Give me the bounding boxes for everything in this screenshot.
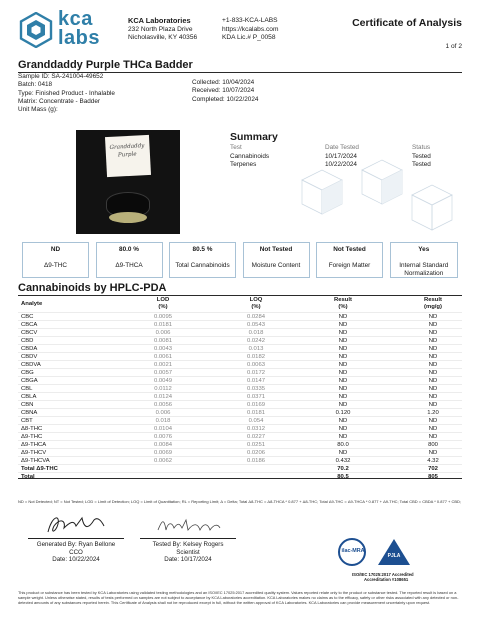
cell-loq: 0.0172	[246, 369, 266, 376]
cell-analyte: Δ8-THC	[21, 425, 43, 432]
cell-result-mg: ND	[428, 377, 438, 384]
cell-lod: 0.0095	[153, 313, 173, 320]
phone: +1-833-KCA-LABS	[222, 17, 278, 24]
table-row	[18, 384, 462, 392]
header-lod	[148, 297, 178, 310]
header-result-pct-label: Result	[333, 297, 352, 303]
received-date: Received: 10/07/2024	[192, 87, 255, 95]
result-box-label: Foreign Matter	[328, 262, 371, 269]
cell-analyte: CBCA	[21, 321, 38, 328]
signer-name: Generated By: Ryan Bellone	[36, 541, 116, 548]
legal-disclaimer: This product or substance has been tested by KCA Laboratories using validated testing methodologies and an ISO/IEC 17025:2017 accredited quality system. Values reported relate only to the product or substance tested. The reported result is based on a sample weight. Unless otherwise stated, results of tests performed on samples are not subject to acceptance by KCA Laboratories accreditation. KCA Laboratories makes no claims as to the efficacy, safety or other risks associated with any detected or non-detected amounts of any substances reported herein. This Certificate of Analysis shall not be reproduced except in full, without the written approval of KCA Laboratories. KCA Laboratories can provide measurement uncertainty upon request.	[18, 590, 459, 605]
cell-analyte: CBLA	[21, 393, 37, 400]
cell-loq: 0.0312	[246, 425, 266, 432]
cell-analyte: CBC	[21, 313, 34, 320]
table-row	[18, 320, 462, 328]
cell-lod: 0.0069	[153, 449, 173, 456]
cell-analyte: CBL	[21, 385, 33, 392]
contact-info	[222, 17, 278, 43]
cell-lod: 0.006	[155, 329, 171, 336]
cell-result-mg: ND	[428, 393, 438, 400]
header-lod-unit: (%)	[158, 303, 168, 310]
table-row	[18, 440, 462, 448]
cell-analyte: CBD	[21, 337, 34, 344]
summary-date: 10/22/2024	[325, 161, 357, 168]
bag-text-line2: Purple	[117, 151, 137, 159]
cell-loq: 0.0284	[246, 313, 266, 320]
table-row	[18, 400, 462, 408]
cell-analyte: Total Δ9-THC	[21, 465, 58, 472]
pjla-label: PJLA	[387, 553, 401, 559]
cell-analyte: CBG	[21, 369, 34, 376]
summary-row	[230, 153, 462, 162]
signature-ryan-icon	[42, 512, 112, 538]
cell-result-mg: 702	[428, 465, 438, 472]
cell-analyte: CBDV	[21, 353, 38, 360]
summary-test: Cannabinoids	[230, 152, 270, 160]
cell-result-pct: ND	[338, 361, 348, 368]
product-title: Granddaddy Purple THCa Badder	[18, 59, 193, 71]
cell-lod: 0.0056	[153, 401, 173, 408]
table-row	[18, 312, 462, 320]
bag-handwriting	[109, 142, 145, 160]
cell-lod: 0.018	[155, 417, 171, 424]
header-analyte: Analyte	[21, 301, 43, 307]
cell-result-mg: ND	[428, 361, 438, 368]
summary-row	[230, 161, 462, 170]
table-header	[18, 296, 462, 312]
cell-analyte: CBT	[21, 417, 33, 424]
cell-analyte: CBDVA	[21, 361, 41, 368]
cell-result-pct: ND	[338, 449, 348, 456]
signer-name: Tested By: Kelsey Rogers	[152, 541, 224, 548]
completed-date: Completed: 10/22/2024	[192, 95, 259, 103]
batch: Batch: 0418	[18, 81, 53, 89]
cell-lod: 0.0061	[153, 353, 173, 360]
cell-loq: 0.0227	[246, 433, 266, 440]
header-result-pct-unit: (%)	[338, 303, 348, 310]
cell-result-pct: ND	[338, 321, 348, 328]
signer-title: CCO	[69, 548, 83, 556]
cell-loq: 0.0543	[246, 321, 266, 328]
cell-result-pct: ND	[338, 433, 348, 440]
product-photo	[76, 130, 180, 234]
summary-header-date: Date Tested	[325, 144, 359, 151]
cell-result-pct: ND	[338, 401, 348, 408]
ilac-mra-logo	[336, 538, 370, 568]
cell-loq: 0.0063	[246, 361, 266, 368]
cell-lod: 0.0076	[153, 433, 173, 440]
signature-kelsey-icon	[154, 512, 224, 538]
cell-analyte: Total	[21, 473, 35, 480]
cell-analyte: Δ9-THCVA	[21, 457, 50, 464]
cell-lod: 0.0181	[153, 321, 173, 328]
signature-line	[28, 538, 124, 539]
summary-header-test: Test	[230, 144, 242, 151]
header-loq-label: LOQ	[249, 297, 263, 303]
matrix: Matrix: Concentrate - Badder	[18, 97, 101, 105]
hplc-section-title: Cannabinoids by HPLC-PDA	[18, 282, 167, 294]
table-row	[18, 352, 462, 360]
cell-result-pct: ND	[338, 393, 348, 400]
cell-result-pct: ND	[338, 353, 348, 360]
cell-result-mg: ND	[428, 369, 438, 376]
cell-analyte: CBCV	[21, 329, 38, 336]
cell-result-mg: ND	[428, 425, 438, 432]
table-row	[18, 424, 462, 432]
sample-id: Sample ID: SA-241004-49652	[18, 73, 104, 80]
document-title: Certificate of Analysis	[352, 17, 462, 29]
cell-result-pct: 80.5	[337, 473, 349, 480]
logo-text-bottom: labs	[58, 27, 101, 49]
header-result-mg-unit: (mg/g)	[424, 303, 442, 310]
pjla-logo	[378, 539, 410, 567]
cell-lod: 0.0062	[153, 457, 173, 464]
result-box-moisture	[243, 242, 310, 278]
cell-loq: 0.0169	[246, 401, 266, 408]
cell-result-mg: ND	[428, 313, 438, 320]
cell-result-pct: ND	[338, 337, 348, 344]
result-box-total-cannabinoids	[169, 242, 236, 278]
cell-analyte: Δ9-THCV	[21, 449, 47, 456]
ilac-label: ilac-MRA	[341, 548, 365, 554]
table-row	[18, 432, 462, 440]
cell-result-mg: ND	[428, 321, 438, 328]
cell-result-pct: ND	[338, 329, 348, 336]
table-row	[18, 328, 462, 336]
result-box-label: Moisture Content	[251, 262, 301, 269]
header-lod-label: LOD	[156, 297, 170, 303]
cell-lod: 0.0104	[153, 425, 173, 432]
summary-table	[230, 144, 462, 170]
cell-result-mg: ND	[428, 401, 438, 408]
cell-lod: 0.0124	[153, 393, 173, 400]
logo-text-top: kca	[58, 8, 93, 30]
header-loq-unit: (%)	[251, 303, 261, 310]
table-row	[18, 376, 462, 384]
table-row	[18, 360, 462, 368]
license-number: KDA Lic.# P_0058	[222, 34, 276, 41]
cell-lod: 0.0057	[153, 369, 173, 376]
cell-result-mg: ND	[428, 417, 438, 424]
iso-line1: ISO/IEC 17025:2017 Accredited	[352, 572, 414, 577]
cell-result-mg: ND	[428, 337, 438, 344]
bag-text-line1: Granddaddy	[109, 143, 145, 151]
unit-mass: Unit Mass (g):	[18, 106, 58, 114]
bag-label	[105, 135, 151, 177]
cell-lod: 0.0084	[153, 441, 173, 448]
cell-result-mg: ND	[428, 345, 438, 352]
table-row	[18, 416, 462, 424]
cell-result-pct: ND	[338, 377, 348, 384]
sample-meta	[18, 73, 115, 114]
table-body	[18, 312, 462, 480]
cell-analyte: CBDA	[21, 345, 38, 352]
cell-result-pct: ND	[338, 417, 348, 424]
signature-date: Date: 10/17/2024	[164, 556, 212, 563]
table-footnote: ND = Not Detected; NT = Not Tested; LOD = Limit of Detection; LOQ = Limit of Quantitation; RL = Reporting Limit; Δ = Delta; Total Δ8-THC = Δ8-THCA * 0.877 + Δ8-THC; Total Δ9-THC = Δ9-THCA * 0.877 + Δ9-THC; Total CBD = CBDA * 0.877 + CBD;	[18, 499, 462, 504]
signature-line	[140, 538, 236, 539]
address-line1: 232 North Plaza Drive	[128, 25, 193, 33]
cell-analyte: CBN	[21, 401, 34, 408]
result-box-value: ND	[50, 246, 61, 253]
result-box-d9-thca	[96, 242, 163, 278]
result-box-foreign-matter	[316, 242, 383, 278]
result-box-value: Not Tested	[333, 246, 366, 253]
cell-result-mg: ND	[428, 385, 438, 392]
result-box-value: Yes	[418, 246, 430, 253]
iso-accreditation	[352, 572, 414, 582]
signature-block-tested	[140, 538, 236, 564]
header-result-mg-label: Result	[423, 297, 442, 303]
table-row	[18, 456, 462, 464]
header-result-pct	[328, 297, 358, 310]
cell-result-mg: 4.32	[427, 457, 439, 464]
table-end-divider	[18, 478, 462, 479]
cannabinoid-table	[18, 296, 462, 480]
cell-result-mg: ND	[428, 449, 438, 456]
kca-logo	[18, 10, 118, 50]
result-box-value: 80.0 %	[119, 246, 139, 253]
cell-lod: 0.006	[155, 409, 171, 416]
cell-loq: 0.0251	[246, 441, 266, 448]
result-box-value: 80.5 %	[192, 246, 213, 253]
cell-loq: 0.0186	[246, 457, 266, 464]
cell-result-mg: ND	[428, 329, 438, 336]
cell-lod: 0.0043	[153, 345, 173, 352]
cell-result-pct: 70.2	[337, 465, 349, 472]
cell-result-pct: ND	[338, 313, 348, 320]
summary-title: Summary	[230, 131, 278, 143]
website-link[interactable]: https://kcalabs.com	[222, 25, 279, 33]
cell-loq: 0.0371	[246, 393, 266, 400]
cell-result-pct: ND	[338, 345, 348, 352]
cell-result-pct: ND	[338, 385, 348, 392]
logo-wordmark	[58, 10, 100, 48]
company-name: KCA Laboratories	[128, 16, 191, 25]
result-box-label: Total Cannabinoids	[175, 262, 230, 269]
table-row	[18, 392, 462, 400]
pjla-triangle-icon	[378, 539, 410, 565]
result-boxes	[22, 242, 458, 278]
signer-title: Scientist	[176, 548, 200, 556]
company-info	[128, 17, 197, 43]
signature-block-generated	[28, 538, 124, 564]
cell-loq: 0.0181	[246, 409, 266, 416]
cell-analyte: CBGA	[21, 377, 38, 384]
cell-loq: 0.0242	[246, 337, 266, 344]
table-row	[18, 368, 462, 376]
cell-lod: 0.0081	[153, 337, 173, 344]
cell-result-mg: 1.20	[427, 409, 439, 416]
collected-date: Collected: 10/04/2024	[192, 79, 255, 86]
iso-line2: Accreditation #108651	[364, 577, 409, 582]
page-number: 1 of 2	[445, 43, 462, 50]
jar-contents	[109, 212, 147, 223]
cell-loq: 0.0335	[246, 385, 266, 392]
summary-header-status: Status	[412, 144, 431, 151]
result-box-d9-thc	[22, 242, 89, 278]
sample-type: Type: Finished Product - Inhalable	[18, 89, 115, 97]
date-meta	[192, 79, 258, 104]
cell-result-pct: ND	[338, 425, 348, 432]
header	[0, 0, 480, 58]
cell-loq: 0.0182	[246, 353, 266, 360]
cell-result-pct: 80.0	[337, 441, 349, 448]
cell-lod: 0.0021	[153, 361, 173, 368]
cell-result-pct: 0.120	[335, 409, 351, 416]
address-line2: Nicholasville, KY 40356	[128, 34, 198, 41]
summary-header-row	[230, 144, 462, 153]
result-box-label: Δ9-THCA	[115, 262, 143, 269]
table-row	[18, 448, 462, 456]
result-box-label: Δ9-THC	[43, 262, 68, 269]
table-row	[18, 336, 462, 344]
cell-result-mg: 805	[428, 473, 438, 480]
cell-loq: 0.0147	[246, 377, 266, 384]
signature-date: Date: 10/22/2024	[52, 556, 100, 563]
cell-analyte: CBNA	[21, 409, 38, 416]
summary-test: Terpenes	[230, 161, 257, 168]
header-loq	[241, 297, 271, 310]
cell-lod: 0.0112	[154, 385, 172, 392]
table-total-row	[18, 464, 462, 472]
hexagon-logo-icon	[18, 12, 54, 48]
cell-result-pct: 0.432	[335, 457, 351, 464]
result-box-value: Not Tested	[259, 246, 293, 253]
summary-status: Tested	[412, 152, 431, 160]
result-box-normalization	[390, 242, 459, 278]
table-row	[18, 408, 462, 416]
header-result-mg	[418, 297, 448, 310]
cell-result-pct: ND	[338, 369, 348, 376]
cell-result-mg: ND	[428, 353, 438, 360]
summary-date: 10/17/2024	[325, 152, 357, 160]
summary-status: Tested	[412, 161, 431, 168]
cell-analyte: Δ9-THC	[21, 433, 43, 440]
cell-lod: 0.0049	[153, 377, 173, 384]
cell-result-mg: 800	[428, 441, 438, 448]
cell-result-mg: ND	[428, 433, 438, 440]
table-row	[18, 344, 462, 352]
result-box-label: Internal Standard Normalization	[399, 262, 449, 277]
cell-analyte: Δ9-THCA	[21, 441, 47, 448]
cell-loq: 0.013	[248, 345, 264, 352]
cell-loq: 0.018	[248, 329, 264, 336]
cell-loq: 0.054	[248, 417, 264, 424]
cell-loq: 0.0206	[246, 449, 266, 456]
